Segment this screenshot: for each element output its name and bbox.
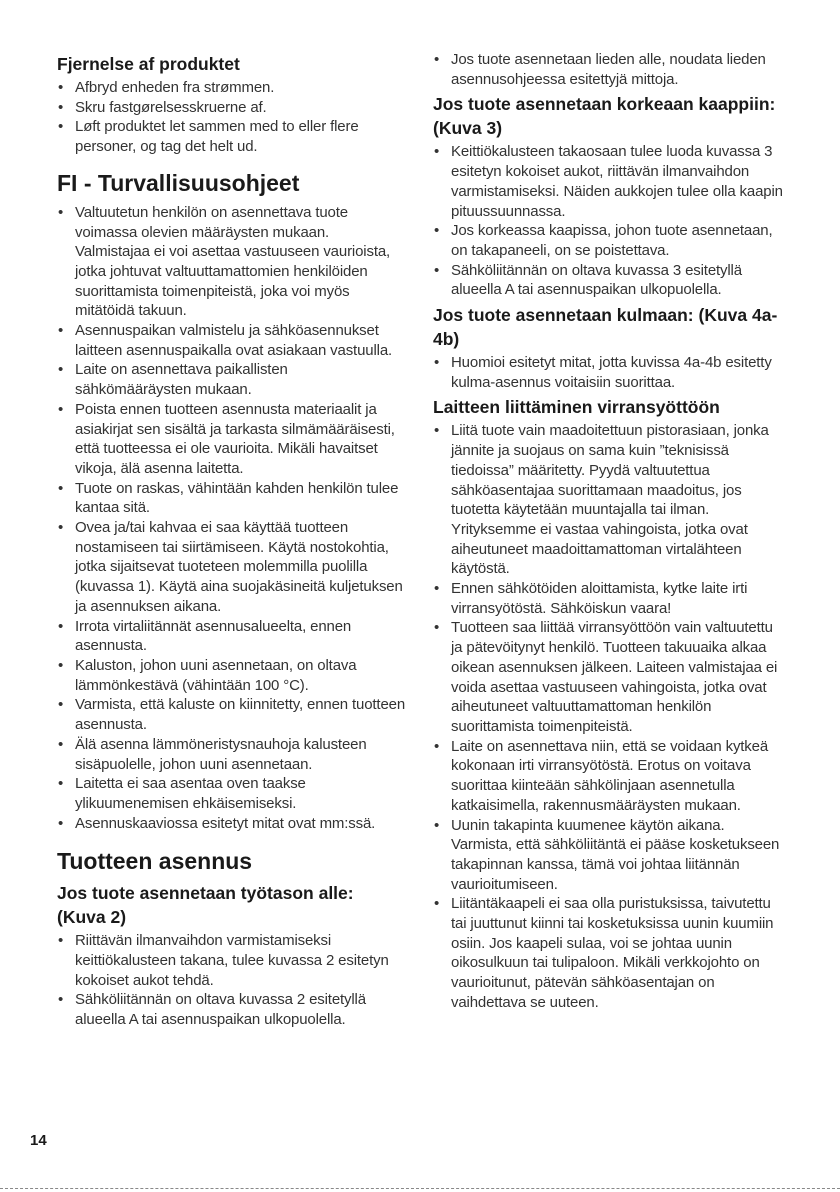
left-column [57, 50, 407, 1030]
section-heading-removal: Fjernelse af produktet [57, 54, 240, 74]
list-item: • Riittävän ilmanvaihdon varmistamiseksi keittiökalusteen takana, tulee kuvassa 2 esitetyn kokoiset aukot tehdä. [57, 931, 407, 990]
section-heading-installation: Tuotteen asennus [57, 848, 253, 875]
list-item: • Irrota virtaliitännät asennusalueelta, ennen asennusta. [57, 617, 407, 656]
list-item: • Løft produktet let sammen med to eller flere personer, og tag det helt ud. [57, 117, 407, 156]
list-item: • Laite on asennettava paikallisten sähkömääräysten mukaan. [57, 360, 407, 399]
page-bottom-rule [0, 1188, 840, 1189]
under-hob-list [433, 50, 783, 89]
list-item: • Jos korkeassa kaapissa, johon tuote asennetaan, on takapaneeli, on se poistettava. [433, 221, 783, 260]
under-counter-list [57, 931, 407, 1030]
list-item: • Skru fastgørelsesskruerne af. [57, 98, 407, 118]
subheading-corner: Jos tuote asennetaan kulmaan: (Kuva 4a-4b) [433, 305, 778, 350]
list-item: • Varmista, että kaluste on kiinnitetty, ennen tuotteen asennusta. [57, 695, 407, 734]
list-item: • Laitetta ei saa asentaa oven taakse ylikuumenemisen ehkäisemiseksi. [57, 774, 407, 813]
list-item: • Keittiökalusteen takaosaan tulee luoda kuvassa 3 esitetyn kokoiset aukot, riittävän ilmanvaihdon varmistamiseksi. Näiden aukkojen tulee olla kaapin pituussuunnassa. [433, 142, 783, 221]
list-item: • Ennen sähkötöiden aloittamista, kytke laite irti virransyötöstä. Sähköiskun vaara! [433, 579, 783, 618]
safety-list [57, 203, 407, 834]
list-item: • Ovea ja/tai kahvaa ei saa käyttää tuotteen nostamiseen tai siirtämiseen. Käytä nostokohtia, jotka sijaitsevat tuoteteen molemmilla puolilla (kuvassa 1). Käytä aina suojakäsineitä kuljetuksen ja asennuksen aikana. [57, 518, 407, 617]
right-column [433, 50, 783, 1013]
removal-list [57, 78, 407, 157]
list-item: • Huomioi esitetyt mitat, jotta kuvissa 4a-4b esitetty kulma-asennus voitaisiin suorittaa. [433, 353, 783, 392]
list-item: • Laite on asennettava niin, että se voidaan kytkeä kokonaan irti virransyötöstä. Erotus on voitava suorittaa kiinteään sähkölinjaan asennetulla katkaisimella, rakennusmääräysten mukaan. [433, 737, 783, 816]
list-item: • Sähköliitännän on oltava kuvassa 3 esitetyllä alueella A tai asennuspaikan ulkopuolella. [433, 261, 783, 300]
tall-cabinet-list [433, 142, 783, 300]
list-item: • Tuote on raskas, vähintään kahden henkilön tulee kantaa sitä. [57, 479, 407, 518]
list-item: • Sähköliitännän on oltava kuvassa 2 esitetyllä alueella A tai asennuspaikan ulkopuolella. [57, 990, 407, 1029]
list-item: • Asennuspaikan valmistelu ja sähköasennukset laitteen asennuspaikalla ovat asiakaan vastuulla. [57, 321, 407, 360]
list-item: • Liitäntäkaapeli ei saa olla puristuksissa, taivutettu tai juuttunut kiinni tai kosketuksissa uunin kuumiin osiin. Jos kaapeli sulaa, voi se johtaa uunin oikosulkuun tai tulipaloon. Mikäli verkkojohto on vaurioitunut, pätevän sähköasentajan on vaihdettava se uuteen. [433, 894, 783, 1012]
power-connection-list [433, 421, 783, 1012]
subheading-tall-cabinet: Jos tuote asennetaan korkeaan kaappiin: (Kuva 3) [433, 94, 776, 139]
list-item: • Uunin takapinta kuumenee käytön aikana. Varmista, että sähköliitäntä ei pääse kosketukseen takapinnan kanssa, tämä voi johtaa liitännän vaurioitumiseen. [433, 816, 783, 895]
list-item: • Älä asenna lämmöneristysnauhoja kalusteen sisäpuolelle, johon uuni asennetaan. [57, 735, 407, 774]
list-item: • Tuotteen saa liittää virransyöttöön vain valtuutettu ja pätevöitynyt henkilö. Tuotteen takuuaika alkaa oikean asennuksen jälkeen. Laiteen valmistajaa ei voida asettaa vastuuseen vahingoista, jotka ovat aiheutuneet valtuuttamattoman henkilön suorittamista toimenpiteistä. [433, 618, 783, 736]
list-item: • Liitä tuote vain maadoitettuun pistorasiaan, jonka jännite ja suojaus on sama kuin ”teknisissä tiedoissa” määritetty. Pyydä valtuutettua sähköasentajaa suorittamaan maadoitus, jos tuotetta käytetään muuntajalla tai ilman. Yrityksemme ei vastaa vahingoista, jotka ovat aiheutuneet maadoittamattoman virtalähteen käytöstä. [433, 421, 783, 579]
list-item: • Poista ennen tuotteen asennusta materiaalit ja asiakirjat sen sisältä ja tarkasta silmämääräisesti, että tuotteessa ei ole vaurioita. Mikäli havaitset vikoja, älä asenna laitetta. [57, 400, 407, 479]
page-number: 14 [30, 1132, 47, 1149]
subheading-under-counter: Jos tuote asennetaan työtason alle: (Kuva 2) [57, 883, 354, 928]
list-item: • Afbryd enheden fra strømmen. [57, 78, 407, 98]
subheading-power-connection: Laitteen liittäminen virransyöttöön [433, 397, 720, 418]
corner-list [433, 353, 783, 392]
list-item: • Kaluston, johon uuni asennetaan, on oltava lämmönkestävä (vähintään 100 °C). [57, 656, 407, 695]
section-heading-safety: FI - Turvallisuusohjeet [57, 169, 300, 196]
list-item: • Valtuutetun henkilön on asennettava tuote voimassa olevien määräysten mukaan. Valmistajaa ei voi asettaa vastuuseen vaurioista, jotka johtuvat valtuuttamattomien henkilöiden suorittamista toimenpiteistä, joka voi myös mitätöidä takuun. [57, 203, 407, 321]
list-item: • Jos tuote asennetaan lieden alle, noudata lieden asennusohjeessa esitettyjä mittoja. [433, 50, 783, 89]
list-item: • Asennuskaaviossa esitetyt mitat ovat mm:ssä. [57, 814, 407, 834]
